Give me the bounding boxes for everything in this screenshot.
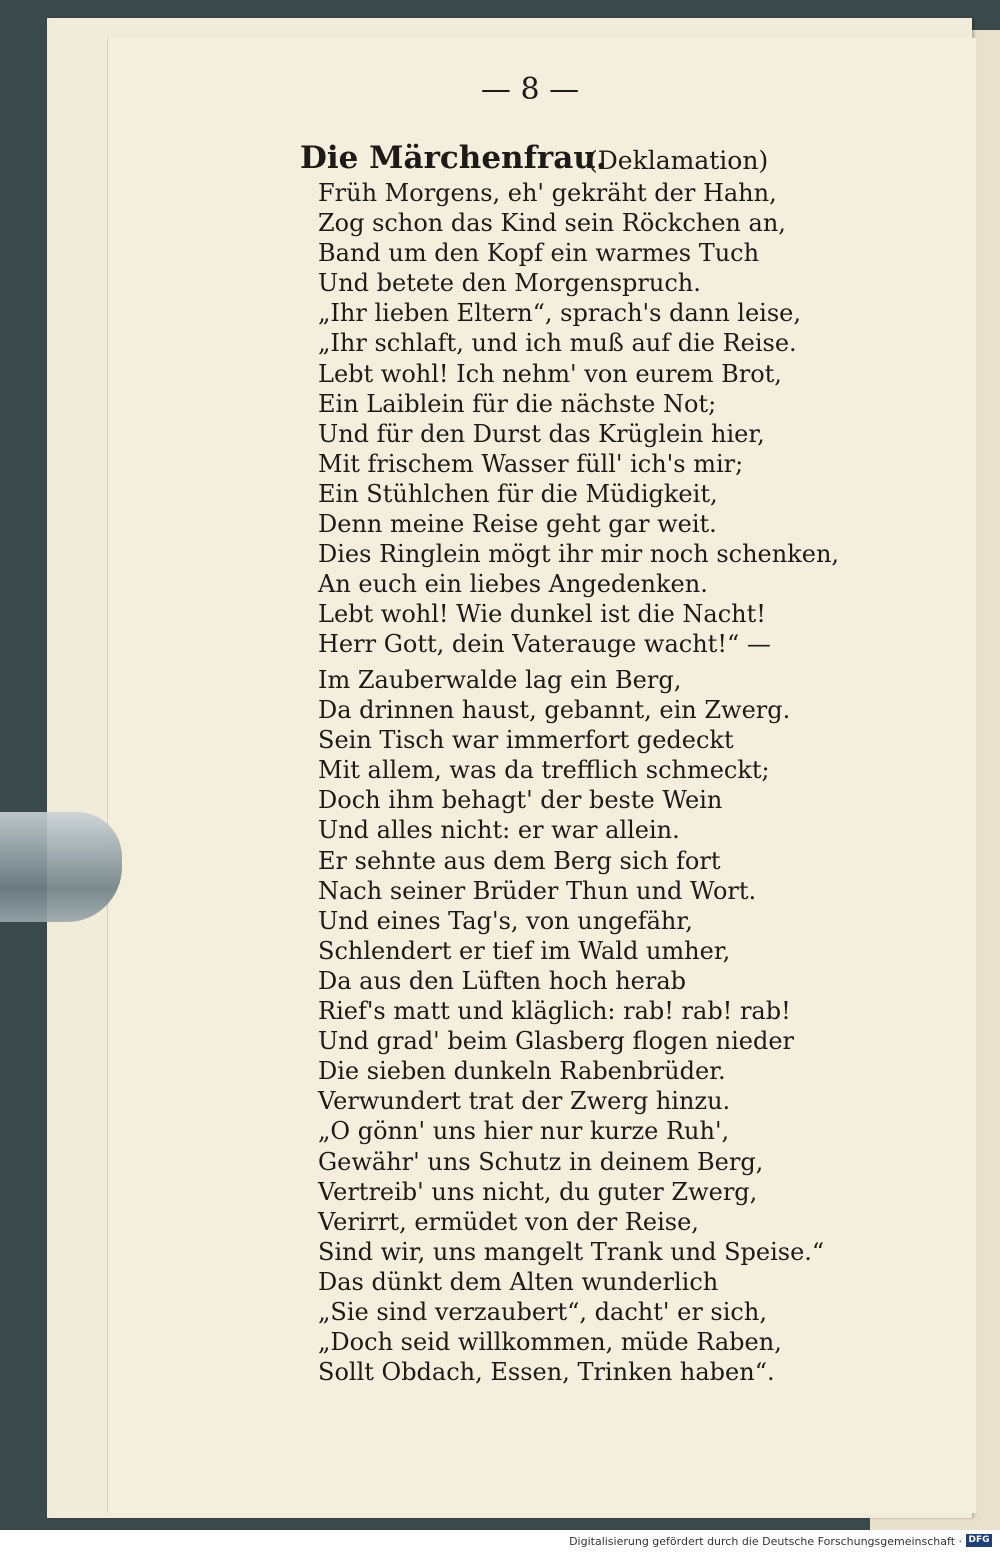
poem-line: Band um den Kopf ein warmes Tuch [318, 239, 760, 268]
poem-line: Mit allem, was da trefflich schmeckt; [318, 756, 770, 785]
dfg-logo: DFG [966, 1534, 992, 1547]
poem-line: Doch ihm behagt' der beste Wein [318, 786, 723, 815]
poem-line: „Ihr schlaft, und ich muß auf die Reise. [318, 329, 797, 358]
poem-line: Lebt wohl! Wie dunkel ist die Nacht! [318, 600, 766, 629]
poem-line: Da drinnen haust, gebannt, ein Zwerg. [318, 696, 791, 725]
poem-line: Rief's matt und kläglich: rab! rab! rab! [318, 997, 791, 1026]
stanza-1 [318, 178, 839, 660]
poem-line: Gewähr' uns Schutz in deinem Berg, [318, 1147, 764, 1176]
poem-subtitle: (Deklamation) [588, 146, 769, 175]
poem-title: Die Märchenfrau. [300, 140, 607, 176]
poem-line: Sein Tisch war immerfort gedeckt [318, 726, 734, 755]
stanza-2 [318, 665, 824, 1387]
poem-line: Herr Gott, dein Vaterauge wacht!“ — [318, 630, 771, 659]
page-holder-clip [0, 812, 122, 922]
poem-line: Und grad' beim Glasberg flogen nieder [318, 1027, 795, 1056]
poem-line: Das dünkt dem Alten wunderlich [318, 1267, 719, 1296]
poem-line: Und für den Durst das Krüglein hier, [318, 419, 765, 448]
poem-line: Nach seiner Brüder Thun und Wort. [318, 876, 757, 905]
poem-line: Er sehnte aus dem Berg sich fort [318, 846, 721, 875]
poem-line: Verwundert trat der Zwerg hinzu. [318, 1087, 731, 1116]
poem-line: Vertreib' uns nicht, du guter Zwerg, [318, 1177, 758, 1206]
poem-line: „Doch seid willkommen, müde Raben, [318, 1328, 782, 1357]
poem-line: Verirrt, ermüdet von der Reise, [318, 1207, 699, 1236]
poem-line: Und alles nicht: er war allein. [318, 816, 680, 845]
poem-line: An euch ein liebes Angedenken. [318, 570, 708, 599]
poem-line: Und betete den Morgenspruch. [318, 269, 701, 298]
poem-line: Zog schon das Kind sein Röckchen an, [318, 209, 786, 238]
digitization-credit-bar [0, 1530, 1000, 1553]
poem-line: Da aus den Lüften hoch herab [318, 966, 686, 995]
poem-line: Dies Ringlein mögt ihr mir noch schenken, [318, 540, 840, 569]
poem-line: Im Zauberwalde lag ein Berg, [318, 666, 682, 694]
poem-line: „O gönn' uns hier nur kurze Ruh', [318, 1117, 730, 1146]
poem-line: Und eines Tag's, von ungefähr, [318, 906, 693, 935]
poem-line: Früh Morgens, eh' gekräht der Hahn, [318, 179, 777, 207]
poem-line: Sollt Obdach, Essen, Trinken haben“. [318, 1358, 775, 1387]
poem-line: Ein Stühlchen für die Müdigkeit, [318, 479, 718, 508]
poem-line: Schlendert er tief im Wald umher, [318, 936, 731, 965]
poem-line: Mit frischem Wasser füll' ich's mir; [318, 449, 744, 478]
page-number: — 8 — [480, 72, 580, 107]
poem-line: Denn meine Reise geht gar weit. [318, 510, 717, 539]
poem-line: Ein Laiblein für die nächste Not; [318, 389, 717, 418]
poem-line: „Ihr lieben Eltern“, sprach's dann leise, [318, 299, 801, 328]
credit-text: Digitalisierung gefördert durch die Deutsche Forschungsgemeinschaft · [569, 1535, 962, 1548]
poem-line: Sind wir, uns mangelt Trank und Speise.“ [318, 1237, 825, 1266]
poem-line: Die sieben dunkeln Rabenbrüder. [318, 1057, 726, 1086]
poem-line: Lebt wohl! Ich nehm' von eurem Brot, [318, 359, 782, 388]
poem-line: „Sie sind verzaubert“, dacht' er sich, [318, 1297, 767, 1326]
